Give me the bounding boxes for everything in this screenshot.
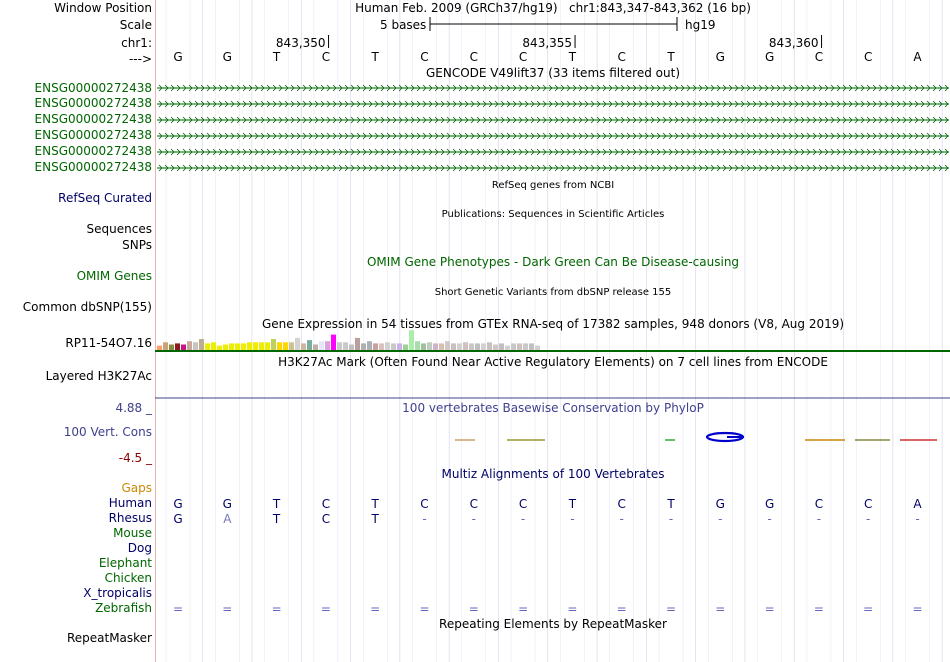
alignment-base: G [173, 512, 183, 526]
species-label[interactable]: Chicken [104, 571, 152, 585]
alignment-base: T [371, 497, 379, 511]
alignment-base: = [320, 602, 331, 616]
gtex-bar [343, 342, 348, 350]
gtex-bar [421, 343, 426, 350]
alignment-base: - [866, 512, 871, 526]
gtex-bar [181, 345, 186, 351]
dna-base: G [222, 50, 232, 64]
gtex-bar [337, 342, 342, 350]
alignment-base: = [715, 602, 726, 616]
alignment-base: = [764, 602, 775, 616]
omim-label[interactable]: OMIM Genes [76, 269, 152, 283]
dbsnp-label[interactable]: Common dbSNP(155) [22, 300, 152, 314]
alignment-base: C [814, 497, 824, 511]
gtex-bar [199, 339, 204, 350]
gtex-bar [259, 342, 264, 350]
gtex-bar [331, 335, 336, 350]
gtex-bar [529, 343, 534, 350]
dna-base: C [420, 50, 429, 64]
alignment-base: - [422, 512, 427, 526]
alignment-base: A [913, 497, 922, 511]
gtex-bar [403, 345, 408, 351]
gtex-bar [415, 341, 420, 350]
gtex-bar [313, 345, 318, 351]
alignment-base: - [520, 512, 526, 526]
alignment-base: - [718, 512, 723, 526]
gtex-label[interactable]: RP11-54O7.16 [65, 336, 152, 350]
dna-base: C [814, 50, 824, 64]
alignment-base: = [370, 602, 381, 616]
gtex-bar [493, 345, 498, 351]
gencode-item-label[interactable]: ENSG00000272438 [34, 112, 152, 126]
alignment-base: C [864, 497, 873, 511]
alignment-base: = [518, 602, 529, 616]
gtex-bar [379, 343, 384, 350]
refseq-label[interactable]: RefSeq Curated [58, 191, 152, 205]
gencode-item-label[interactable]: ENSG00000272438 [34, 81, 152, 95]
alignment-base: - [816, 512, 822, 526]
scale-db: hg19 [685, 18, 716, 32]
repeatmasker-title: Repeating Elements by RepeatMasker [439, 617, 667, 631]
alignment-base: = [419, 602, 430, 616]
alignment-base: T [667, 497, 675, 511]
h3k27ac-title: H3K27Ac Mark (Often Found Near Active Regulatory Elements) on 7 cell lines from ENCODE [278, 355, 828, 369]
alignment-base: C [518, 497, 528, 511]
dna-base: C [321, 50, 331, 64]
gencode-title: GENCODE V49lift37 (33 items filtered out) [425, 66, 680, 80]
ruler-position-label: 843,350 [275, 36, 326, 50]
gtex-bar [187, 341, 192, 350]
conservation-title: 100 vertebrates Basewise Conservation by PhyloP [402, 401, 704, 415]
gtex-bar [247, 342, 252, 350]
publications-label[interactable]: Sequences [86, 222, 152, 236]
alignment-base: T [371, 512, 379, 526]
gtex-bar [301, 343, 306, 350]
window-position-text: Human Feb. 2009 (GRCh37/hg19) chr1:843,347-843,362 (16 bp) [355, 1, 751, 15]
gtex-bar [433, 343, 438, 350]
gtex-bar [211, 342, 216, 350]
dna-base: G [173, 50, 183, 64]
dna-base: C [518, 50, 528, 64]
gencode-item-label[interactable]: ENSG00000272438 [34, 96, 152, 110]
alignment-base: = [665, 602, 677, 616]
gtex-bar [235, 343, 240, 350]
alignment-base: = [172, 602, 184, 616]
alignment-base: T [272, 512, 281, 526]
gtex-bar [385, 342, 390, 350]
gtex-bar [361, 343, 366, 350]
h3k27ac-label[interactable]: Layered H3K27Ac [45, 369, 152, 383]
alignment-base: - [767, 512, 772, 526]
alignment-base: A [223, 512, 232, 526]
gtex-bar [475, 343, 480, 350]
dna-base: G [764, 50, 775, 64]
gencode-item-label[interactable]: ENSG00000272438 [34, 144, 152, 158]
gtex-bar [307, 340, 312, 350]
window-position-label: Window Position [54, 1, 152, 15]
alignment-base: = [271, 602, 282, 616]
alignment-base: G [715, 497, 725, 511]
gtex-bar [283, 342, 288, 350]
alignment-base: C [321, 497, 331, 511]
gtex-bar [409, 330, 414, 350]
gtex-bar [271, 339, 276, 350]
alignment-base: = [912, 602, 923, 616]
gtex-bar [229, 343, 234, 350]
gtex-bar [157, 346, 162, 350]
alignment-base: = [468, 602, 479, 616]
dna-base: T [568, 50, 577, 64]
gtex-bar [289, 342, 294, 350]
alignment-base: T [272, 497, 281, 511]
gtex-bar [499, 343, 504, 350]
gtex-bar [163, 342, 168, 350]
alignment-base: - [471, 512, 476, 526]
gtex-bar [193, 342, 198, 350]
gtex-bar [457, 343, 462, 350]
gtex-bar [319, 341, 324, 350]
alignment-base: C [420, 497, 429, 511]
alignment-base: C [617, 497, 626, 511]
dna-base: C [617, 50, 626, 64]
gtex-bar [481, 343, 486, 350]
gencode-item-label[interactable]: ENSG00000272438 [34, 128, 152, 142]
scale-label: Scale [119, 18, 152, 32]
gtex-bar [355, 338, 360, 350]
gtex-bar [175, 343, 180, 350]
gtex-bar [265, 342, 270, 350]
alignment-base: - [619, 512, 624, 526]
gtex-bar [517, 343, 522, 350]
gencode-item-label[interactable]: ENSG00000272438 [34, 160, 152, 174]
gtex-bar [349, 345, 354, 351]
gtex-bar [277, 342, 282, 350]
dbsnp-title: Short Genetic Variants from dbSNP release 155 [434, 287, 672, 298]
dna-base: T [272, 50, 281, 64]
gtex-bar [205, 343, 210, 350]
dna-base: G [715, 50, 725, 64]
alignment-base: G [173, 497, 183, 511]
alignment-base: T [568, 497, 577, 511]
dna-base: C [864, 50, 873, 64]
alignment-base: = [863, 602, 874, 616]
alignment-base: = [567, 602, 578, 616]
gtex-bar [463, 342, 468, 350]
refseq-title: RefSeq genes from NCBI [491, 180, 615, 191]
alignment-base: = [813, 602, 824, 616]
gtex-bar [427, 342, 432, 350]
species-label[interactable]: Dog [127, 541, 152, 555]
gtex-bar [535, 346, 540, 350]
dna-base: T [667, 50, 675, 64]
gtex-bar [487, 342, 492, 350]
dna-base: A [913, 50, 922, 64]
alignment-base: G [222, 497, 232, 511]
gtex-bar [523, 343, 528, 350]
alignment-base: - [668, 512, 674, 526]
gtex-bar [223, 345, 228, 351]
gtex-bar [505, 346, 510, 350]
gtex-bar [469, 343, 474, 350]
gtex-bar [439, 343, 444, 350]
gtex-bar [367, 341, 372, 350]
gtex-bar [253, 342, 258, 350]
gtex-bar [445, 341, 450, 350]
gaps-label: Gaps [121, 481, 152, 495]
ruler-position-label: 843,360 [768, 36, 819, 50]
species-label[interactable]: Rhesus [108, 511, 152, 525]
conservation-max-label: 4.88 _ [115, 401, 152, 415]
gtex-bar [373, 343, 378, 350]
ruler-position-label: 843,355 [522, 36, 573, 50]
publications-title: Publications: Sequences in Scientific Articles [441, 209, 665, 220]
omim-title: OMIM Gene Phenotypes - Dark Green Can Be Disease-causing [366, 255, 740, 269]
alignment-base: = [616, 602, 627, 616]
alignment-base: - [915, 512, 920, 526]
dna-base: C [469, 50, 478, 64]
species-label[interactable]: Zebrafish [95, 601, 152, 615]
gtex-bar [169, 345, 174, 351]
alignment-base: G [764, 497, 775, 511]
alignment-base: - [570, 512, 575, 526]
gtex-bar [511, 343, 516, 350]
scale-text: 5 bases [380, 18, 427, 32]
gtex-bar [325, 341, 330, 350]
gtex-bar [397, 343, 402, 350]
conservation-min-label: -4.5 _ [118, 451, 152, 465]
chrom-label: chr1: [121, 36, 152, 50]
gtex-bar [241, 343, 246, 350]
repeatmasker-label[interactable]: RepeatMasker [66, 631, 152, 645]
species-label[interactable]: Elephant [98, 556, 152, 570]
gtex-bar [295, 338, 300, 350]
multiz-title: Multiz Alignments of 100 Vertebrates [441, 467, 665, 481]
strand-label: ---> [128, 52, 152, 66]
gtex-bar [391, 343, 396, 350]
alignment-base: C [321, 512, 331, 526]
conservation-label[interactable]: 100 Vert. Cons [63, 425, 152, 439]
gtex-title: Gene Expression in 54 tissues from GTEx RNA-seq of 17382 samples, 948 donors (V8, Aug 2019) [261, 317, 845, 331]
snps-label[interactable]: SNPs [122, 238, 152, 252]
alignment-base: = [222, 602, 233, 616]
gtex-bar [217, 346, 222, 350]
species-label[interactable]: Human [108, 496, 152, 510]
alignment-base: C [469, 497, 478, 511]
gtex-bar [451, 343, 456, 350]
species-label[interactable]: X_tropicalis [83, 586, 152, 600]
species-label[interactable]: Mouse [113, 526, 152, 540]
dna-base: T [371, 50, 379, 64]
